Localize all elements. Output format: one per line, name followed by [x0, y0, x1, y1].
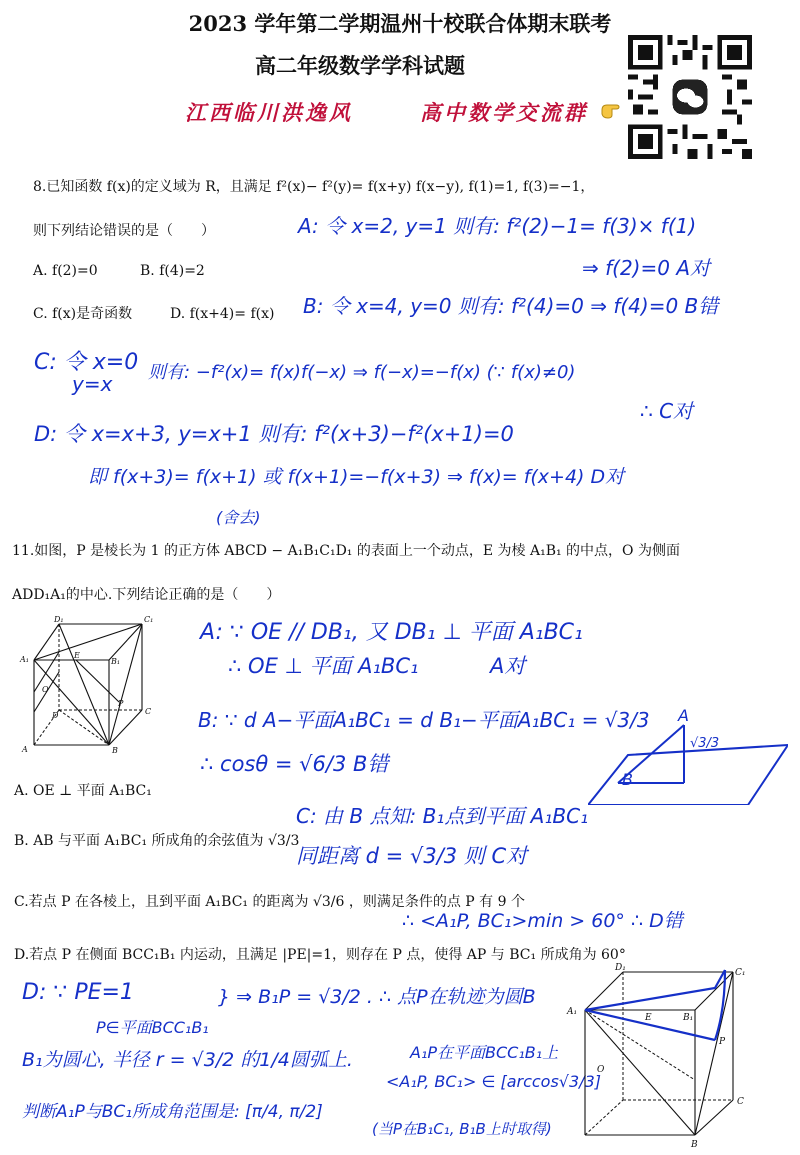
- cube2-label-c: C: [737, 1097, 744, 1107]
- q11-note-d1: D: ∵ PE=1: [22, 980, 134, 1005]
- cube-label-d1: D₁: [54, 615, 64, 624]
- q8-ask: 则下列结论错误的是（ ）: [33, 223, 215, 239]
- q11-stem2: ADD₁A₁的中心.下列结论正确的是（ ）: [12, 587, 281, 603]
- q11-note-c3: ∴ <A₁P, BC₁>min > 60° ∴ D错: [402, 910, 683, 932]
- sketch-label-b: B: [622, 770, 633, 789]
- cube-label-d: D: [52, 711, 59, 720]
- q11-note-a3: A对: [490, 654, 526, 678]
- q8-option-b: B. f(4)=2: [140, 263, 205, 279]
- cube2-label-d1: D₁: [615, 963, 626, 973]
- q11-note-b1: B: ∵ d A−平面A₁BC₁ = d B₁−平面A₁BC₁ = √3/3: [198, 708, 650, 732]
- q11-note-d2: } ⇒ B₁P = √3/2 . ∴ 点P在轨迹为圆B: [218, 986, 536, 1008]
- q8-note-d3: (舍去): [216, 508, 261, 527]
- q8-option-a: A. f(2)=0: [33, 263, 98, 279]
- cube-label-c: C: [145, 707, 152, 716]
- cube2-label-c1: C₁: [735, 968, 746, 978]
- cube-label-a1: A₁: [20, 655, 29, 664]
- q8-note-b1: B: 令 x=4, y=0 则有: f²(4)=0 ⇒ f(4)=0 B错: [303, 294, 719, 318]
- q11-option-a: A. OE ⊥ 平面 A₁BC₁: [14, 783, 152, 799]
- cube2-label-b1: B₁: [683, 1013, 694, 1023]
- cube2-label-a1: A₁: [567, 1007, 578, 1017]
- q11-note-d6: 判断A₁P与BC₁所成角范围是: [π/4, π/2]: [22, 1102, 323, 1122]
- sketch-label-value: √3/3: [690, 736, 720, 751]
- qr-code-icon: [628, 35, 752, 159]
- q11-note-d7: (当P在B₁C₁, B₁B上时取得): [372, 1120, 552, 1138]
- exam-title: 2023 学年第二学期温州十校联合体期末联考: [188, 11, 612, 36]
- cube2-label-p: P: [719, 1037, 726, 1047]
- q11-option-d: D.若点 P 在侧面 BCC₁B₁ 内运动，且满足 |PE|=1，则存在 P 点，使得 AP 与 BC₁ 所成角为 60°: [14, 947, 626, 963]
- q8-note-c1: 则有: −f²(x)= f(x)f(−x) ⇒ f(−x)=−f(x) (∵ f(x)≠0): [148, 362, 576, 383]
- cube-label-c1: C₁: [144, 615, 154, 624]
- q11-note-d4: A₁P在平面BCC₁B₁上: [410, 1043, 559, 1062]
- q11-option-b: B. AB 与平面 A₁BC₁ 所成角的余弦值为 √3/3: [14, 833, 300, 849]
- exam-subtitle: 高二年级数学学科试题: [255, 53, 465, 78]
- q8-option-d: D. f(x+4)= f(x): [170, 306, 275, 322]
- q8-note-d2: 即 f(x+3)= f(x+1) 或 f(x+1)=−f(x+3) ⇒ f(x)= f(x+4) D对: [88, 466, 625, 488]
- pointing-hand-icon: [600, 100, 624, 125]
- q8-option-c: C. f(x)是奇函数: [33, 306, 133, 322]
- q11-note-b2: ∴ cosθ = √6/3 B错: [200, 752, 389, 776]
- cube-label-b1: B₁: [111, 657, 121, 666]
- cube-label-o: O: [42, 685, 49, 694]
- q11-note-c2: 同距离 d = √3/3 则 C对: [296, 844, 528, 868]
- cube2-label-e: E: [645, 1013, 652, 1023]
- banner-left: 江西临川洪逸风: [185, 100, 353, 125]
- q8-note-a2: ⇒ f(2)=0 A对: [582, 256, 711, 280]
- cube-label-b: B: [112, 746, 118, 755]
- q8-note-d1: D: 令 x=x+3, y=x+1 则有: f²(x+3)−f²(x+1)=0: [34, 422, 514, 446]
- cube2-label-b: B: [691, 1140, 698, 1150]
- q11-stem: 11.如图，P 是棱长为 1 的正方体 ABCD − A₁B₁C₁D₁ 的表面上一个动点，E 为棱 A₁B₁ 的中点，O 为侧面: [12, 543, 680, 559]
- cube-figure: [14, 612, 174, 757]
- q11-note-c1: C: 由 B 点知: B₁点到平面 A₁BC₁: [296, 804, 589, 828]
- plane-sketch: [588, 705, 788, 805]
- q8-note-c0: C: 令 x=0: [34, 350, 139, 375]
- q11-note-d3: B₁为圆心, 半径 r = √3/2 的1/4圆弧上.: [22, 1049, 353, 1071]
- banner-right: 高中数学交流群: [420, 100, 588, 125]
- sketch-label-a: A: [678, 706, 689, 725]
- q11-option-c: C.若点 P 在各棱上，且到平面 A₁BC₁ 的距离为 √3/6 ，则满足条件的点 P 有 9 个: [14, 894, 525, 910]
- cube-label-p: P: [118, 699, 124, 708]
- cube2-label-o: O: [597, 1065, 605, 1075]
- q11-note-a2: ∴ OE ⊥ 平面 A₁BC₁: [228, 654, 419, 678]
- cube-label-a: A: [22, 745, 28, 754]
- q8-stem: 8.已知函数 f(x)的定义域为 R，且满足 f²(x)− f²(y)= f(x+y) f(x−y), f(1)=1, f(3)=−1，: [33, 179, 595, 195]
- q11-note-d5: <A₁P, BC₁> ∈ [arccos√3/3]: [386, 1072, 601, 1091]
- q8-note-a1: A: 令 x=2, y=1 则有: f²(2)−1= f(3)× f(1): [298, 214, 697, 238]
- cube-label-e: E: [74, 651, 80, 660]
- q11-note-a1: A: ∵ OE // DB₁, 又 DB₁ ⊥ 平面 A₁BC₁: [200, 620, 583, 645]
- q8-note-c0b: y=x: [72, 372, 113, 396]
- q11-note-d1b: P∈平面BCC₁B₁: [96, 1018, 209, 1037]
- cube-figure-2: [565, 960, 795, 1150]
- q8-note-c2: ∴ C对: [640, 399, 694, 423]
